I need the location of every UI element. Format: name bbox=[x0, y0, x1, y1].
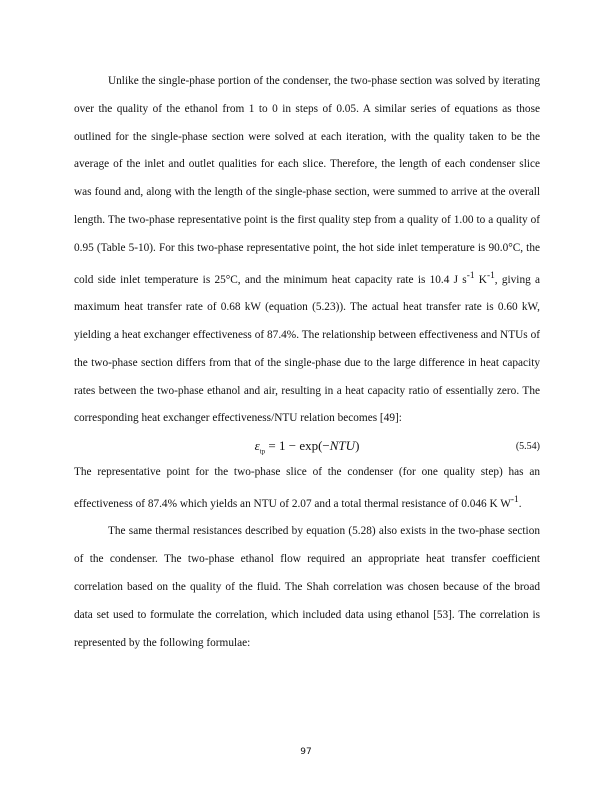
paragraph-thermal-resistances: The same thermal resistances described by equation (5.28) also exists in the two-phase section of the condenser. The two-phase ethanol flow required an appropriate heat transfer coefficient correlation based on the quality of the fluid. The Shah correlation was chosen because of the broad data set used to formulate the correlation, which included data using ethanol [53]. The correlation is represented by the following formulae: bbox=[74, 525, 540, 649]
paragraph-representative-point: The representative point for the two-phase slice of the condenser (for one quality step) has an effectiveness of 87.4% which yields an NTU of 2.07 and a total thermal resistance of 0.046 K $W^{-1}$. bbox=[74, 466, 540, 510]
equation-body: $\varepsilon_{tp} = 1 - \exp(-NTU)$ bbox=[254, 438, 360, 456]
equation-5-54 bbox=[74, 433, 540, 459]
paragraph-two-phase-method: Unlike the single-phase portion of the condenser, the two-phase section was solved by iterating over the quality of the ethanol from 1 to 0 in steps of 0.05. A similar series of equations as those outlined for the single-phase section were solved at each iteration, with the quality taken to be the average of the inlet and outlet qualities for each slice. Therefore, the length of each condenser slice was found and, along with the length of the single-phase section, were summed to arrive at the overall length. The two-phase representative point is the first quality step from a quality of 1.00 to a quality of 0.95 (Table 5-10). For this two-phase representative point, the hot side inlet temperature is 90.0°C, the cold side inlet temperature is 25°C, and the minimum heat capacity rate is 10.4 J $s^{-1}$ $K^{-1}$, giving a maximum heat transfer rate of 0.68 kW (equation (5.23)). The actual heat transfer rate is 0.60 kW, yielding a heat exchanger effectiveness of 87.4%. The relationship between effectiveness and NTUs of the two-phase section differs from that of the single-phase due to the large difference in heat capacity rates between the two-phase ethanol and air, resulting in a heat capacity ratio of essentially zero. The corresponding heat exchanger effectiveness/NTU relation becomes [49]: bbox=[74, 75, 541, 425]
equation-number: (5.54) bbox=[515, 441, 540, 453]
page-body bbox=[74, 68, 540, 657]
page-number: 97 bbox=[300, 747, 312, 757]
